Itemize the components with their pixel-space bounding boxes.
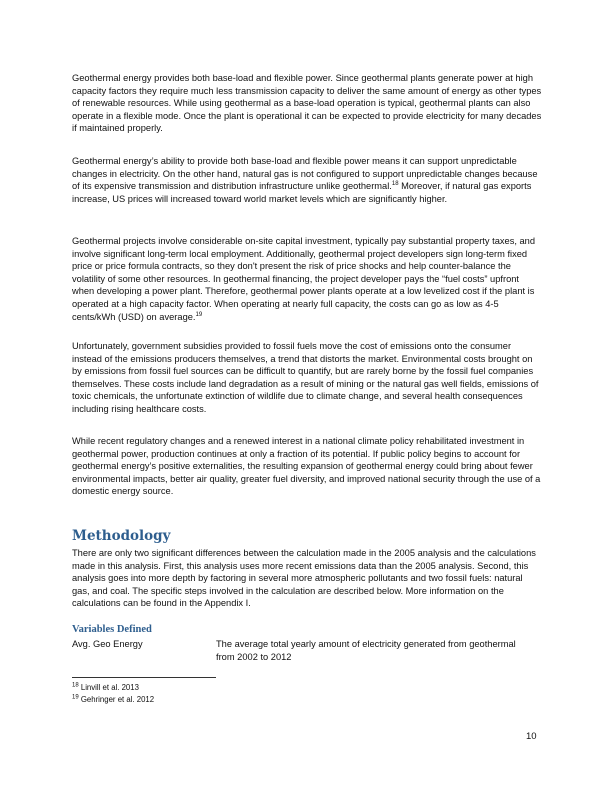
paragraph-baseload: Geothermal energy provides both base-load and flexible power. Since geothermal plants generate power at high capacity factors they require much less transmission capacity to deliver the same amount of energy as other types of renewable resources. While using geothermal as a base-load operation is typical, geothermal plants can also operate in a flexible mode. Once the plant is operational it can be expected to provide electricity for many decades if maintained properly.	[72, 73, 542, 134]
paragraph-flexible-power	[72, 155, 542, 205]
methodology-heading: Methodology	[72, 528, 171, 544]
footnote-ref-19: 19	[195, 311, 203, 318]
paragraph-flexible-power-text-a: Geothermal energy’s ability to provide both base-load and flexible power means it can support unpredictable changes in electricity. On the other hand, natural gas is not configured to support unpredictable changes because of its expensive transmission and distribution infrastructure unlike geothermal.	[72, 156, 538, 192]
footnote-18	[72, 683, 139, 693]
paragraph-subsidies: Unfortunately, government subsidies provided to fossil fuels move the cost of emissions onto the consumer instead of the emissions producers themselves, a trend that distorts the market. Environmental costs brought on by emissions from fossil fuel sources can be difficult to quantify, but are rarely borne by the fossil fuel companies themselves. These costs include land degradation as a result of mining or the natural gas well fields, emissions of toxic chemicals, the unfortunate extinction of wildlife due to climate change, and several health consequences including rising healthcare costs.	[72, 341, 539, 414]
variable-name: Avg. Geo Energy	[72, 639, 143, 649]
paragraph-regulatory-changes: While recent regulatory changes and a renewed interest in a national climate policy rehabilitated investment in geothermal power, production continues at only a fraction of its potential. If public policy begins to account for geothermal energy’s positive externalities, the resulting expansion of geothermal energy could bring about fewer environmental impacts, better air quality, greater fuel diversity, and improved national security through the use of a domestic energy source.	[72, 436, 541, 497]
methodology-paragraph: There are only two significant differences between the calculation made in the 2005 analysis and the calculations made in this analysis. First, this analysis uses more recent emissions data than the 2005 analysis. Second, this analysis goes into more depth by factoring in several more atmospheric pollutants and two fossil fuels: natural gas, and coal. The specific steps involved in the calculation are described below. More information on the calculations can be found in the Appendix I.	[72, 548, 536, 609]
footnote-19	[72, 695, 154, 705]
footnote-separator	[72, 677, 216, 678]
paragraph-capital-investment	[72, 235, 542, 323]
footnote-number-18: 18	[72, 682, 79, 689]
footnote-text-18: Linvill et al. 2013	[78, 683, 139, 692]
paragraph-capital-investment-text: Geothermal projects involve considerable on-site capital investment, typically pay substantial property taxes, and involve significant long-term local employment. Additionally, geothermal project developers sign long-term fixed price or price formula contracts, so they don't present the risk of price shocks and help counter-balance the volatility of some other resources. In geothermal financing, the project developer pays the “fuel costs” upfront when developing a power plant. Therefore, geothermal power plants operate at a low levelized cost if the plant is operated at a high capacity factor. When operating at nearly full capacity, the costs can go as low as 4-5 cents/kWh (USD) on average.	[72, 236, 536, 322]
page-number: 10	[526, 731, 537, 742]
paragraph-flexible-power-text-b: Moreover, if natural gas exports increase, US prices will increased toward world market levels which are significantly higher.	[72, 181, 532, 204]
footnote-ref-18: 18	[391, 181, 399, 188]
variables-defined-heading: Variables Defined	[72, 624, 152, 635]
variable-description: The average total yearly amount of electricity generated from geothermal from 2002 to 2012	[216, 639, 516, 662]
footnote-number-19: 19	[72, 694, 79, 701]
footnote-text-19: Gehringer et al. 2012	[78, 695, 155, 704]
